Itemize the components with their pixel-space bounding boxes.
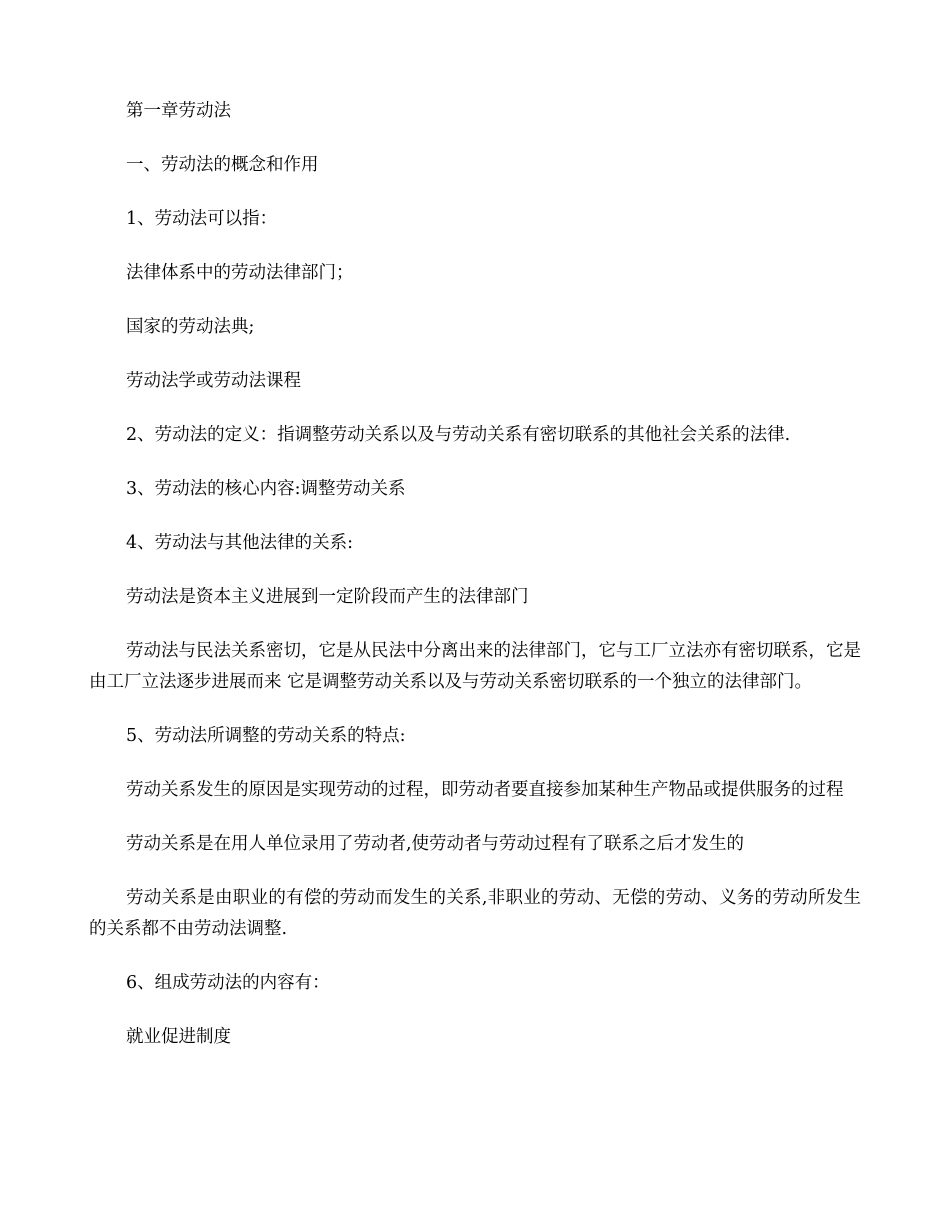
paragraph-gap <box>89 451 861 474</box>
paragraph-gap <box>89 752 861 775</box>
paragraph: 2、劳动法的定义：指调整劳动关系以及与劳动关系有密切联系的其他社会关系的法律. <box>126 425 791 445</box>
paragraph: 1、劳动法可以指： <box>126 209 278 229</box>
paragraph: 6、组成劳动法的内容有： <box>126 973 330 993</box>
paragraph-gap <box>89 235 861 258</box>
paragraph-gap <box>89 181 861 204</box>
paragraph-gap <box>89 505 861 528</box>
paragraph: 劳动法学或劳动法课程 <box>126 371 301 391</box>
paragraph-gap <box>89 999 861 1022</box>
paragraph-gap <box>89 559 861 582</box>
paragraph: 劳动法是资本主义进展到一定阶段而产生的法律部门 <box>126 587 529 607</box>
chapter-title: 第一章劳动法 <box>126 101 231 121</box>
document-body <box>89 96 861 1053</box>
paragraph: 劳动关系发生的原因是实现劳动的过程，即劳动者要直接参加某种生产物品或提供服务的过程 <box>126 780 844 800</box>
paragraph-gap <box>89 945 861 968</box>
section-heading: 一、劳动法的概念和作用 <box>126 155 319 175</box>
paragraph-gap <box>89 289 861 312</box>
paragraph-gap <box>89 613 861 636</box>
paragraph-gap <box>89 698 861 721</box>
paragraph: 劳动法与民法关系密切，它是从民法中分离出来的法律部门，它与工厂立法亦有密切联系，它是由工厂立法逐步进展而来 它是调整劳动关系以及与劳动关系密切联系的一个独立的法律部门。 <box>89 641 861 692</box>
paragraph: 4、劳动法与其他法律的关系: <box>126 533 354 553</box>
paragraph: 法律体系中的劳动法律部门； <box>126 263 354 283</box>
paragraph-gap <box>89 343 861 366</box>
paragraph: 国家的劳动法典; <box>126 317 255 337</box>
paragraph: 3、劳动法的核心内容:调整劳动关系 <box>126 479 406 499</box>
paragraph: 劳动关系是由职业的有偿的劳动而发生的关系,非职业的劳动、无偿的劳动、义务的劳动所发生的关系都不由劳动法调整. <box>89 888 861 939</box>
paragraph-gap <box>89 127 861 150</box>
paragraph-gap <box>89 860 861 883</box>
paragraph-gap <box>89 806 861 829</box>
paragraph: 就业促进制度 <box>126 1027 231 1047</box>
paragraph: 劳动关系是在用人单位录用了劳动者,使劳动者与劳动过程有了联系之后才发生的 <box>126 834 745 854</box>
paragraph: 5、劳动法所调整的劳动关系的特点: <box>126 726 406 746</box>
paragraph-gap <box>89 397 861 420</box>
